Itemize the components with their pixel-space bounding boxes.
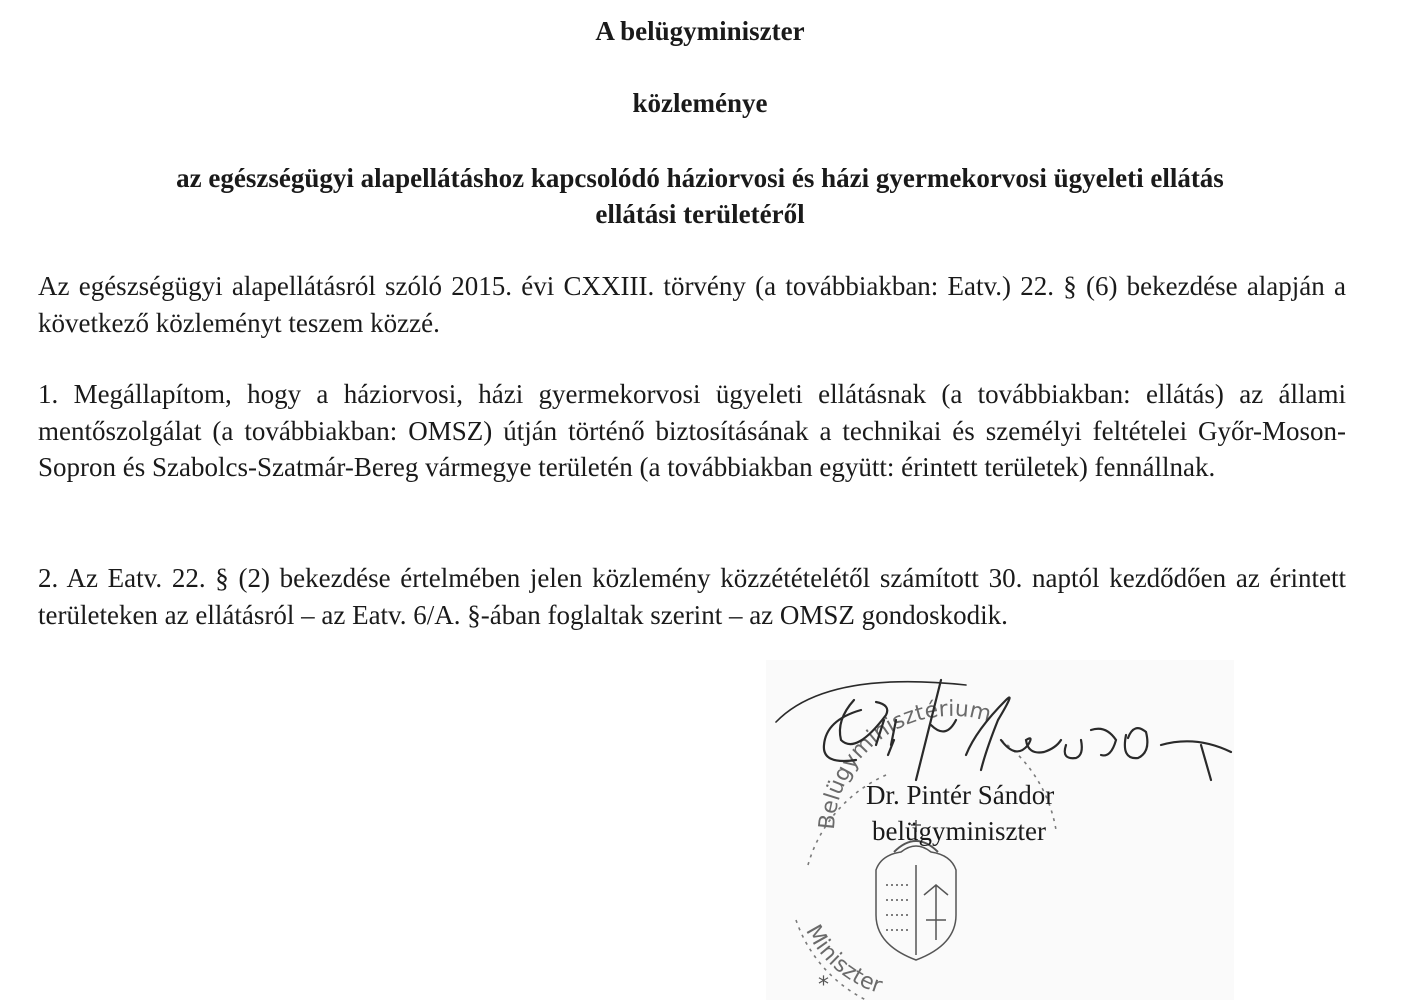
document-subject-line-2: ellátási területéről <box>595 199 805 229</box>
point-2-paragraph: 2. Az Eatv. 22. § (2) bekezdése értelmében jelen közlemény közzétételétől számított 30. naptól kezdődően az érintett területeken az ellátásról – az Eatv. 6/A. §-ában foglaltak szerint – az OMSZ gondoskodik. <box>38 563 1346 630</box>
signatory-title: belügyminiszter <box>872 816 1046 846</box>
signatory-name: Dr. Pintér Sándor <box>866 780 1055 810</box>
stamp-ring-text-top: Belügyminisztérium <box>814 696 994 831</box>
point-1-paragraph: 1. Megállapítom, hogy a háziorvosi, házi gyermekorvosi ügyeleti ellátásnak (a továbbiakban: ellátás) az állami mentőszolgálat (a továbbiakban: OMSZ) útján történő biztosításának a technikai és személyi feltételei Győr-Moson-Sopron és Szabolcs-Szatmár-Bereg vármegye területén (a továbbiakban együtt: érintett területek) fennállnak. <box>38 379 1346 482</box>
document-type: közleménye <box>632 88 768 118</box>
document-issuer: A belügyminiszter <box>595 16 805 46</box>
intro-paragraph: Az egészségügyi alapellátásról szóló 2015. évi CXXIII. törvény (a továbbiakban: Eatv.) 22. § (6) bekezdése alapján a következő közleményt teszem közzé. <box>38 271 1346 338</box>
document-subject-line-1: az egészségügyi alapellátáshoz kapcsolódó háziorvosi és házi gyermekorvosi ügyeleti ellátás <box>176 163 1224 193</box>
stamp-ring-text-bottom: Miniszter <box>800 920 886 999</box>
signature-block <box>766 660 1234 1000</box>
document-subject <box>40 160 1360 232</box>
stamp-star: * <box>818 973 829 998</box>
